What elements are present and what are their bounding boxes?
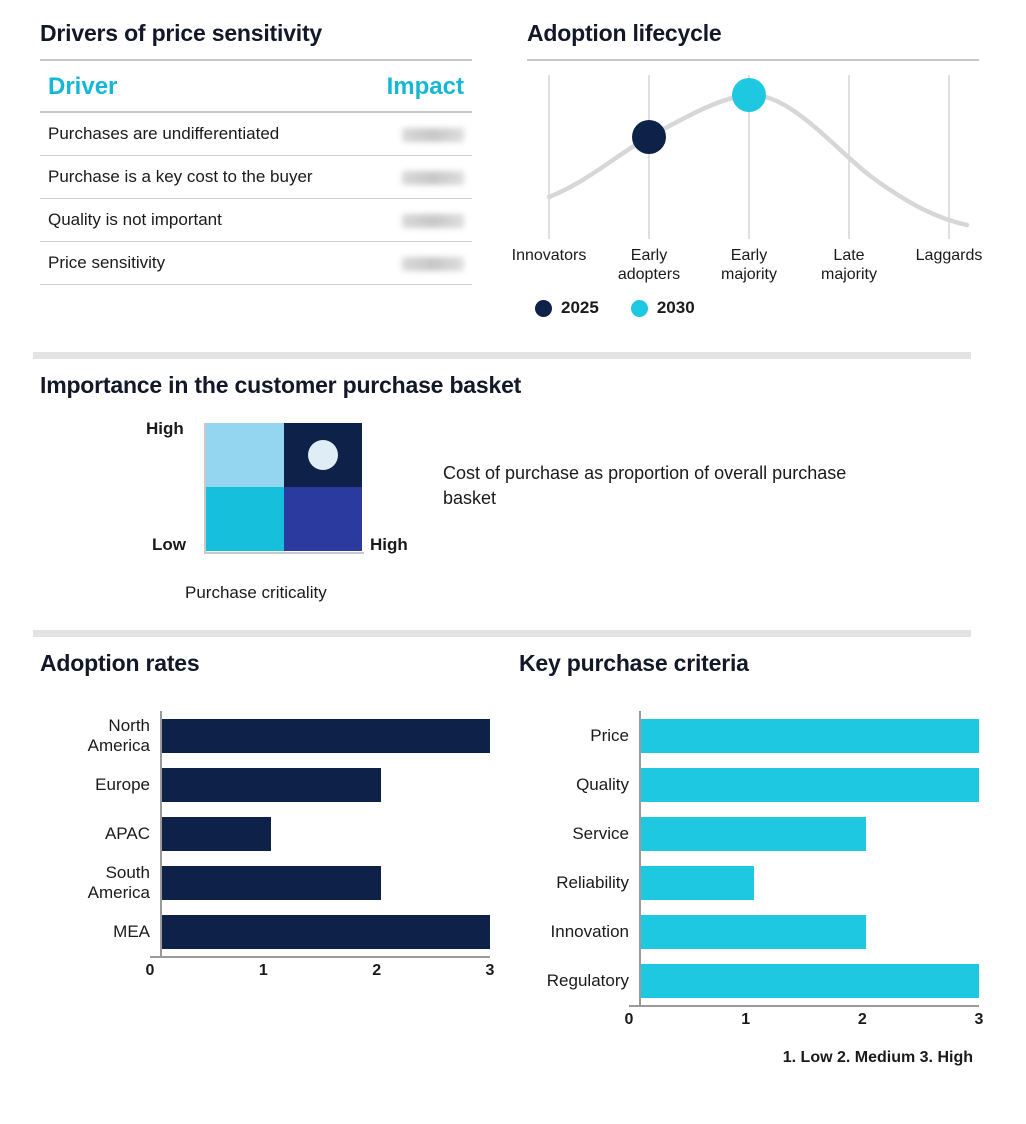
tick-0: 0 (624, 1011, 634, 1028)
adoption-bars (40, 711, 495, 984)
lifecycle-svg (527, 69, 979, 244)
bar-track (639, 858, 979, 907)
matrix-cell-bottom-left (206, 487, 284, 551)
bar-track (639, 760, 979, 809)
legend-item-2030 (631, 298, 695, 318)
bar-label-service: Service (572, 823, 629, 843)
lifecycle-legend (527, 298, 979, 318)
drivers-panel (40, 20, 472, 285)
bar-track (160, 809, 490, 858)
impact-cell (256, 199, 472, 242)
marker-2030 (732, 78, 766, 112)
matrix-cell-top-right (284, 423, 362, 487)
legend-item-2025 (535, 298, 599, 318)
criteria-scale-note: 1. Low 2. Medium 3. High (782, 1049, 973, 1066)
lifecycle-axis-labels (511, 246, 983, 292)
criteria-x-ticks (624, 1007, 984, 1033)
column-header-driver: Driver (40, 61, 256, 112)
bar-row (519, 809, 979, 858)
driver-cell: Purchases are undifferentiated (40, 112, 256, 156)
tick-1: 1 (741, 1011, 751, 1028)
section-divider-1 (33, 352, 971, 359)
redacted-impact-icon (402, 257, 464, 271)
marker-2025 (632, 120, 666, 154)
matrix-label-y-high: High (146, 419, 184, 438)
table-row (40, 156, 472, 199)
bar-row (40, 858, 490, 907)
bar-label-south-america: South America (87, 862, 150, 902)
table-row (40, 199, 472, 242)
bar-track (639, 907, 979, 956)
bar-label-apac: APAC (104, 823, 150, 843)
basket-title: Importance in the customer purchase basket (40, 372, 522, 398)
basket-note: Cost of purchase as proportion of overall purchase basket (443, 463, 847, 508)
bar-value-regulatory (641, 964, 979, 998)
bar-track (160, 858, 490, 907)
lifecycle-rule (527, 59, 979, 61)
redacted-impact-icon (402, 128, 464, 142)
table-header-row (40, 61, 472, 112)
tick-1: 1 (258, 962, 268, 979)
bar-value-service (641, 817, 866, 851)
bar-value-reliability (641, 866, 754, 900)
table-row (40, 112, 472, 156)
bar-label-north-america: North America (87, 715, 150, 755)
bar-value-price (641, 719, 979, 753)
bar-row (40, 711, 490, 760)
bar-label-europe: Europe (95, 774, 150, 794)
bar-track (160, 760, 490, 809)
tick-3: 3 (485, 962, 495, 979)
bar-row (40, 907, 490, 956)
criteria-panel (519, 650, 984, 1067)
bar-track (639, 711, 979, 760)
bar-row (519, 760, 979, 809)
axis-label-early-majority: Early majority (720, 247, 777, 283)
bar-row (519, 858, 979, 907)
bar-row (519, 956, 979, 1005)
adoption-x-ticks (145, 958, 495, 984)
bar-label-innovation: Innovation (550, 921, 629, 941)
drivers-title: Drivers of price sensitivity (40, 20, 323, 46)
table-row (40, 242, 472, 285)
axis-label-late-majority: Late majority (820, 247, 877, 283)
column-header-impact: Impact (256, 61, 472, 112)
bar-value-south-america (162, 866, 381, 900)
matrix-grid (206, 423, 362, 551)
bar-track (639, 809, 979, 858)
bar-value-innovation (641, 915, 866, 949)
matrix-bubble-marker-icon (308, 440, 338, 470)
bar-label-price: Price (590, 725, 629, 745)
driver-cell: Purchase is a key cost to the buyer (40, 156, 256, 199)
bar-row (519, 907, 979, 956)
adoption-title: Adoption rates (40, 650, 200, 676)
bar-value-apac (162, 817, 271, 851)
tick-2: 2 (857, 1011, 867, 1028)
bar-label-regulatory: Regulatory (546, 970, 629, 990)
bar-value-europe (162, 768, 381, 802)
axis-label-innovators: Innovators (511, 247, 587, 264)
bar-label-reliability: Reliability (556, 872, 629, 892)
driver-cell: Quality is not important (40, 199, 256, 242)
bar-value-mea (162, 915, 490, 949)
legend-dot-2030-icon (631, 300, 648, 317)
bar-track (639, 956, 979, 1005)
lifecycle-chart (527, 69, 979, 244)
bar-value-quality (641, 768, 979, 802)
bar-row (519, 711, 979, 760)
bar-label-mea: MEA (113, 921, 150, 941)
matrix-cell-top-left (206, 423, 284, 487)
legend-label-2030: 2030 (656, 298, 695, 317)
tick-3: 3 (974, 1011, 984, 1028)
bar-row (40, 809, 490, 858)
tick-2: 2 (372, 962, 382, 979)
lifecycle-title: Adoption lifecycle (527, 20, 722, 46)
axis-label-early-adopters: Early adopters (617, 247, 681, 283)
basket-matrix-wrap (40, 419, 978, 633)
bar-value-north-america (162, 719, 490, 753)
legend-label-2025: 2025 (561, 298, 599, 317)
bar-row (40, 760, 490, 809)
basket-panel (40, 372, 978, 633)
impact-cell (256, 112, 472, 156)
matrix-x-axis (204, 552, 364, 554)
matrix-cell-bottom-right (284, 487, 362, 551)
legend-dot-2025-icon (535, 300, 552, 317)
bar-track (160, 711, 490, 760)
tick-0: 0 (145, 962, 155, 979)
criteria-title: Key purchase criteria (519, 650, 749, 676)
lifecycle-panel (511, 20, 983, 318)
driver-cell: Price sensitivity (40, 242, 256, 285)
matrix-label-x-high: High (370, 535, 408, 554)
drivers-table (40, 61, 472, 285)
adoption-panel (40, 650, 495, 984)
redacted-impact-icon (402, 171, 464, 185)
impact-cell (256, 242, 472, 285)
bar-track (160, 907, 490, 956)
axis-label-laggards: Laggards (915, 247, 983, 264)
criteria-bars (519, 711, 984, 1067)
matrix-label-y-low: Low (152, 535, 186, 554)
section-divider-2 (33, 630, 971, 637)
bar-label-quality: Quality (576, 774, 629, 794)
redacted-impact-icon (402, 214, 464, 228)
matrix-x-axis-title: Purchase criticality (185, 583, 327, 602)
